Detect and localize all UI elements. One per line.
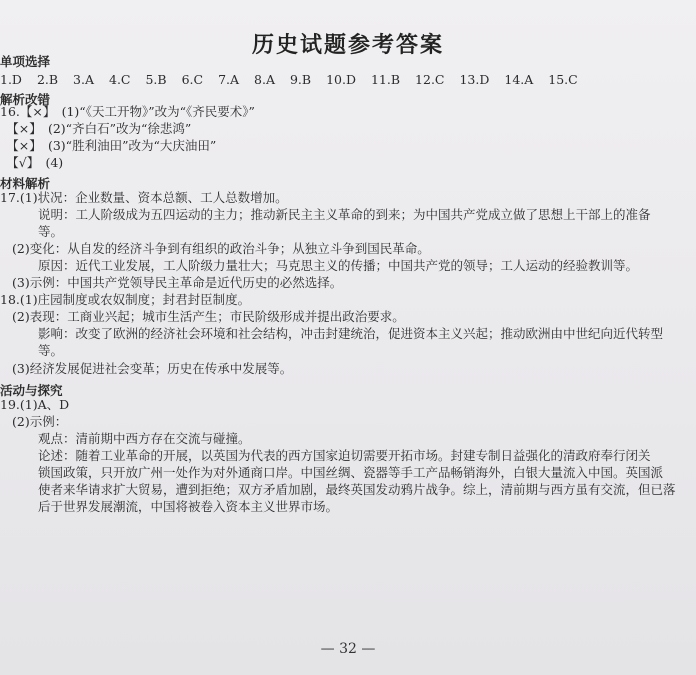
mcq-answer: 2.B	[36, 72, 59, 87]
material-line: 等。	[38, 224, 64, 239]
page-number: — 32 —	[320, 641, 376, 657]
section-heading-material: 材料解析	[0, 176, 51, 191]
mcq-answer: 8.A	[254, 72, 275, 87]
mcq-answer: 6.C	[181, 72, 204, 87]
material-line: 等。	[38, 343, 64, 358]
explore-line: 论述：随着工业革命的开展，以英国为代表的西方国家迫切需要开拓市场。封建专制日益强化的清政府奉行闭关	[38, 448, 651, 463]
explore-line: 19.(1)A、D	[0, 397, 70, 412]
mcq-answer: 4.C	[109, 72, 131, 87]
page-title: 历史试题参考答案	[251, 32, 444, 58]
material-line: (2)变化：从自发的经济斗争到有组织的政治斗争；从独立斗争到国民革命。	[12, 241, 430, 256]
explore-line: 使者来华请求扩大贸易，遭到拒绝；双方矛盾加剧，最终英国发动鸦片战争。综上，清前期与西方虽有交流，但已落	[38, 482, 676, 497]
mcq-answer: 10.D	[326, 72, 356, 87]
explore-line: 锁国政策，只开放广州一处作为对外通商口岸。中国丝绸、瓷器等手工产品畅销海外，白银大量流入中国。英国派	[38, 465, 664, 480]
correction-line: 【×】 (2)“齐白石”改为“徐悲鸿”	[0, 121, 192, 136]
section-heading-explore: 活动与探究	[0, 383, 63, 398]
mcq-answer: 15.C	[548, 72, 578, 87]
mcq-answer: 5.B	[145, 72, 167, 87]
section-heading-single-choice: 单项选择	[0, 54, 51, 69]
explore-line: (2)示例：	[12, 414, 68, 429]
mcq-answer: 14.A	[504, 72, 534, 87]
mcq-answer: 13.D	[459, 72, 490, 87]
correction-line: 【√】 (4)	[0, 155, 64, 170]
mcq-answer: 1.D	[0, 72, 22, 87]
explore-line: 观点：清前期中西方存在交流与碰撞。	[38, 431, 251, 446]
mcq-answers	[0, 72, 589, 87]
mcq-answer: 11.B	[370, 72, 401, 87]
mcq-answer: 3.A	[73, 72, 95, 87]
material-line: 17.(1)状况：企业数量、资本总额、工人总数增加。	[0, 190, 288, 205]
section-heading-correction: 解析改错	[0, 92, 51, 107]
material-line: 18.(1)庄园制度或农奴制度；封君封臣制度。	[0, 292, 251, 307]
material-line: (2)表现：工商业兴起；城市生活产生；市民阶级形成并提出政治要求。	[12, 309, 405, 324]
material-line: 原因：近代工业发展，工人阶级力量壮大；马克思主义的传播；中国共产党的领导；工人运动的经验教训等。	[38, 258, 639, 273]
correction-line: 16.【×】 (1)“《天工开物》”改为“《齐民要术》”	[0, 104, 255, 119]
correction-line: 【×】 (3)“胜利油田”改为“大庆油田”	[0, 138, 217, 153]
explore-line: 后于世界发展潮流，中国将被卷入资本主义世界市场。	[38, 499, 339, 514]
material-line: (3)经济发展促进社会变革；历史在传承中发展等。	[12, 361, 293, 376]
mcq-answer: 12.C	[415, 72, 445, 87]
mcq-answer: 7.A	[218, 72, 240, 87]
mcq-answer: 9.B	[289, 72, 312, 87]
material-line: 说明：工人阶级成为五四运动的主力；推动新民主主义革命的到来；为中国共产党成立做了思想上干部上的准备	[38, 207, 651, 222]
material-line: 影响：改变了欧洲的经济社会环境和社会结构，冲击封建统治，促进资本主义兴起；推动欧洲由中世纪向近代转型	[38, 326, 664, 341]
material-line: (3)示例：中国共产党领导民主革命是近代历史的必然选择。	[12, 275, 343, 290]
